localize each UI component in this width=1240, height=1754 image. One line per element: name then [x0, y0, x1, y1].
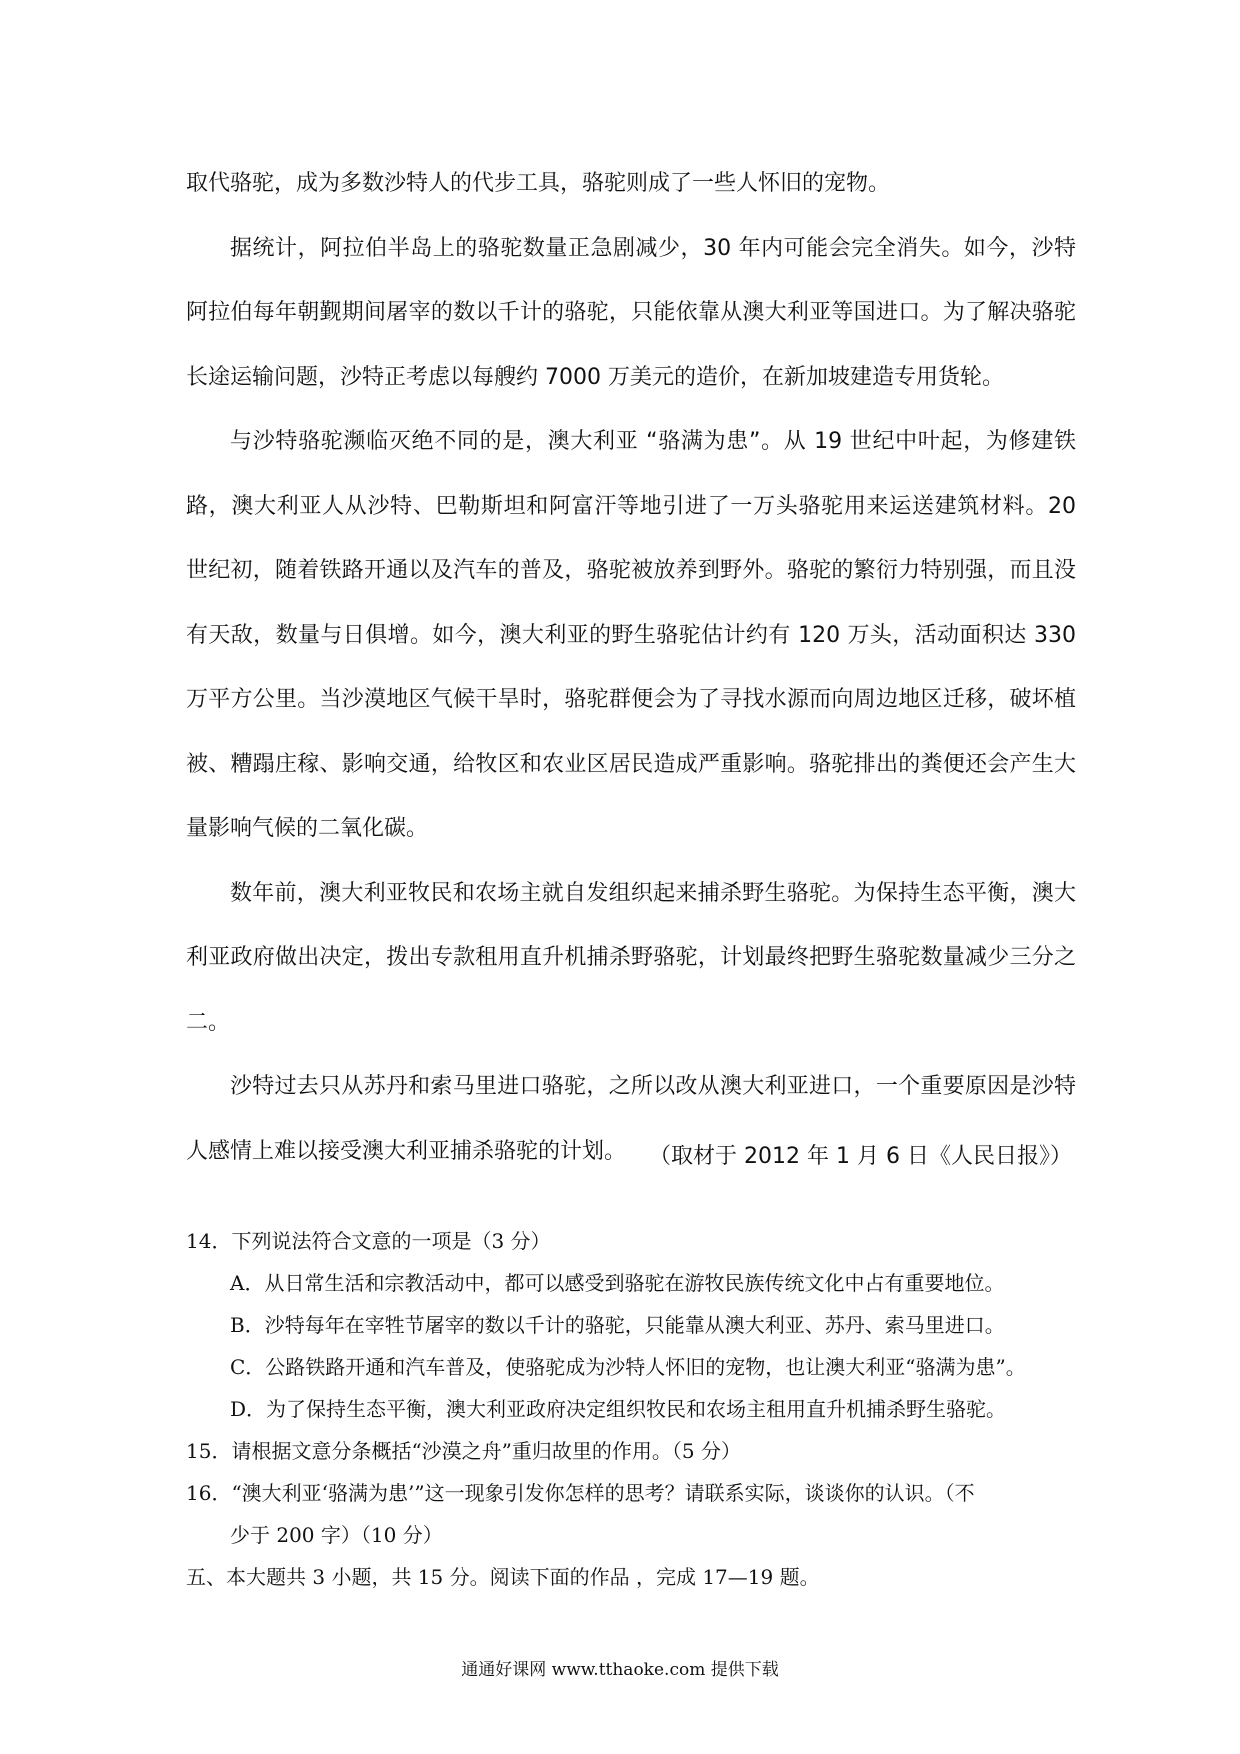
source-citation: （取材于 2012 年 1 月 6 日《人民日报》）	[649, 1144, 1072, 1169]
question-14: 14．下列说法符合文意的一项是（3 分）	[186, 1229, 551, 1253]
passage-paragraph-1: 取代骆驼，成为多数沙特人的代步工具，骆驼则成了一些人怀旧的宠物。	[186, 171, 891, 196]
question-14-option-a: A．从日常生活和宗教活动中，都可以感受到骆驼在游牧民族传统文化中占有重要地位。	[230, 1271, 1005, 1295]
section-5-heading: 五、本大题共 3 小题，共 15 分。阅读下面的作品 ，完成 17—19 题。	[186, 1565, 820, 1589]
passage-paragraph-4: 数年前，澳大利亚牧民和农场主就自发组织起来捕杀野生骆驼。为保持生态平衡，澳大利亚政府做出决定，拨出专款租用直升机捕杀野骆驼，计划最终把野生骆驼数量减少三分之二。	[186, 880, 1076, 1035]
reading-passage	[186, 152, 1076, 1184]
question-section	[186, 1220, 1086, 1598]
page-footer: 通通好课网 www.tthaoke.com 提供下载	[461, 1660, 779, 1680]
passage-paragraph-3: 与沙特骆驼濒临灭绝不同的是，澳大利亚 “骆满为患”。从 19 世纪中叶起，为修建铁路，澳大利亚人从沙特、巴勒斯坦和阿富汗等地引进了一万头骆驼用来运送建筑材料。20 世纪初，随着铁路开通以及汽车的普及，骆驼被放养到野外。骆驼的繁衍力特别强，而且没有天敌，数量与日俱增。如今，澳大利亚的野生骆驼估计约有 120 万头，活动面积达 330 万平方公里。当沙漠地区气候干旱时，骆驼群便会为了寻找水源而向周边地区迁移，破坏植被、糟蹋庄稼、影响交通，给牧区和农业区居民造成严重影响。骆驼排出的粪便还会产生大量影响气候的二氧化碳。	[186, 429, 1076, 841]
question-16: 16．“澳大利亚‘骆满为患’”这一现象引发你怎样的思考？请联系实际，谈谈你的认识。（不	[186, 1481, 975, 1505]
passage-paragraph-5: 沙特过去只从苏丹和索马里进口骆驼，之所以改从澳大利亚进口，一个重要原因是沙特人感情上难以接受澳大利亚捕杀骆驼的计划。	[186, 1074, 1076, 1164]
passage-paragraph-2: 据统计，阿拉伯半岛上的骆驼数量正急剧减少，30 年内可能会完全消失。如今，沙特阿拉伯每年朝觐期间屠宰的数以千计的骆驼，只能依靠从澳大利亚等国进口。为了解决骆驼长途运输问题，沙特正考虑以每艘约 7000 万美元的造价，在新加坡建造专用货轮。	[186, 235, 1076, 390]
question-16-continued: 少于 200 字）（10 分）	[230, 1523, 443, 1547]
question-15: 15．请根据文意分条概括“沙漠之舟”重归故里的作用。（5 分）	[186, 1439, 741, 1463]
question-14-option-d: D．为了保持生态平衡，澳大利亚政府决定组织牧民和农场主租用直升机捕杀野生骆驼。	[230, 1397, 1007, 1421]
question-14-option-b: B．沙特每年在宰牲节屠宰的数以千计的骆驼，只能靠从澳大利亚、苏丹、索马里进口。	[230, 1313, 1005, 1337]
question-14-option-c: C．公路铁路开通和汽车普及，使骆驼成为沙特人怀旧的宠物，也让澳大利亚“骆满为患”。	[230, 1355, 1026, 1379]
